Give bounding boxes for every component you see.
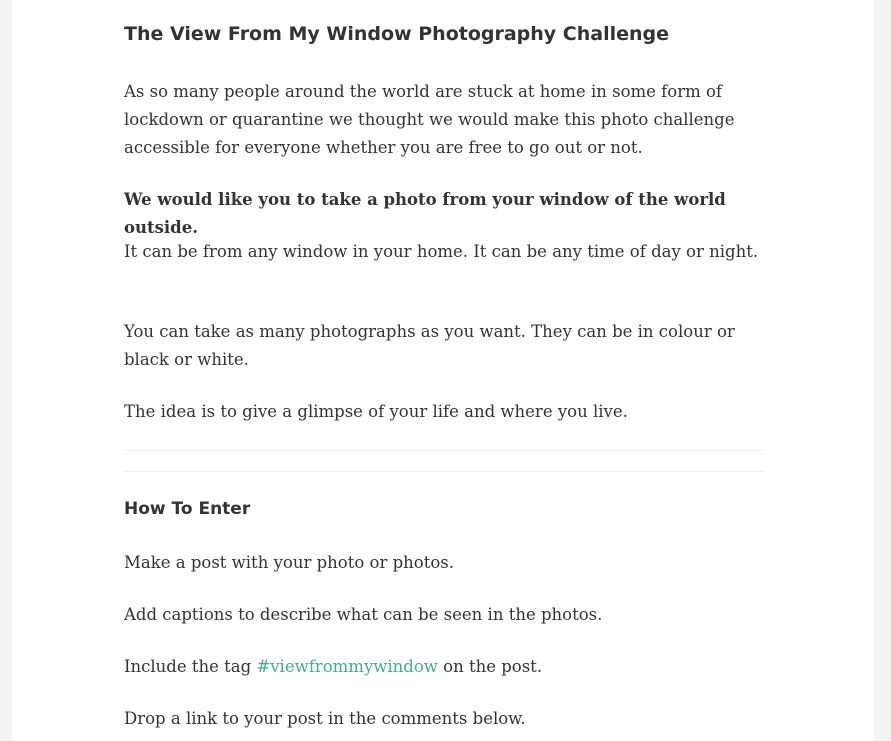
tag-link[interactable]: #viewfrommywindow	[256, 657, 438, 676]
step-drop-link: Drop a link to your post in the comments below.	[124, 709, 526, 728]
step-include-tag	[124, 653, 764, 681]
post-title: The View From My Window Photography Challenge	[124, 23, 670, 45]
step-add-captions: Add captions to describe what can be seen in the photos.	[124, 605, 603, 624]
intro-paragraph: As so many people around the world are stuck at home in some form of lockdown or quarantine we thought we would make this photo challenge accessible for everyone whether you are free to go out or not.	[124, 82, 735, 157]
step-tag-suffix: on the post.	[437, 657, 543, 676]
step-tag-prefix: Include the tag	[124, 657, 257, 676]
how-to-enter-heading: How To Enter	[124, 499, 251, 519]
challenge-statement: We would like you to take a photo from your window of the world outside.	[124, 190, 726, 237]
divider	[124, 471, 764, 472]
any-window-paragraph: It can be from any window in your home. It can be any time of day or night.	[124, 242, 759, 261]
step-make-post: Make a post with your photo or photos.	[124, 553, 454, 572]
page-container	[12, 0, 874, 741]
as-many-paragraph: You can take as many photographs as you want. They can be in colour or black or white.	[124, 322, 735, 369]
divider	[124, 450, 764, 451]
idea-paragraph: The idea is to give a glimpse of your life and where you live.	[124, 402, 628, 421]
